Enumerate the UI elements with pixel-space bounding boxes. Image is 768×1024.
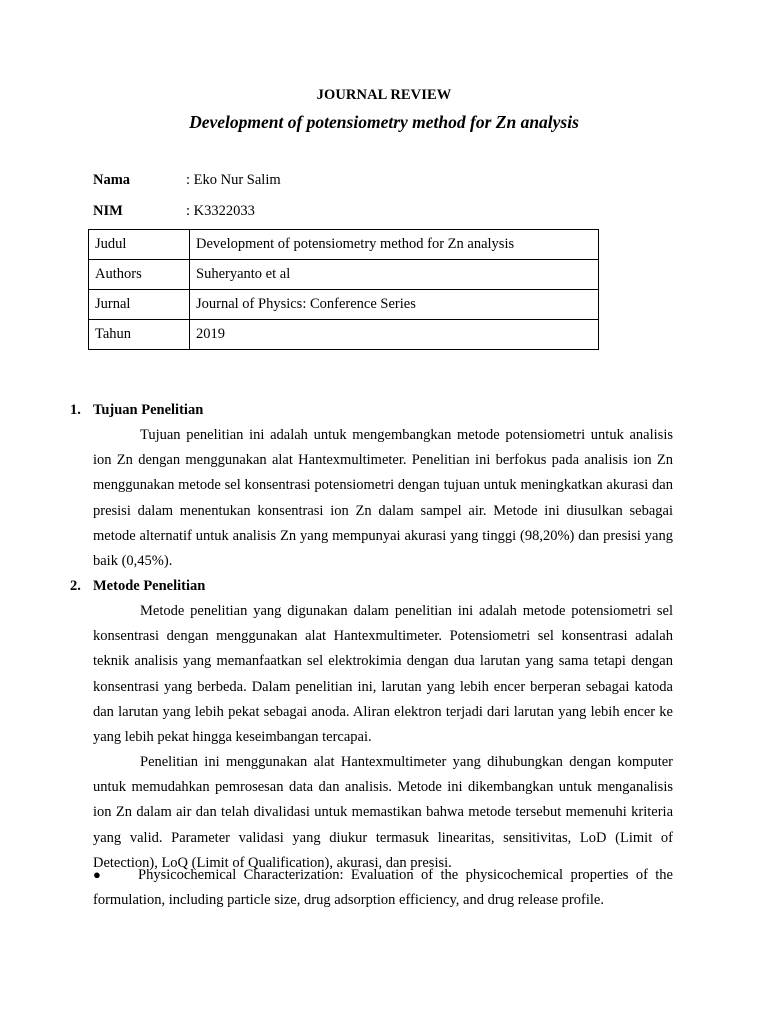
nim-value: : K3322033 [186,203,255,219]
nim-label: NIM [93,203,123,219]
table-value-cell: Journal of Physics: Conference Series [190,290,599,320]
section-title: Metode Penelitian [93,578,206,594]
nama-label: Nama [93,172,131,188]
info-table [88,229,599,350]
table-row [89,290,599,320]
table-row [89,320,599,350]
table-value-cell: 2019 [190,320,599,350]
document-subtitle: Development of potensiometry method for Zn analysis [189,112,579,132]
table-row [89,230,599,260]
section-heading-tujuan [70,402,203,419]
table-label-cell: Authors [89,260,190,290]
section-title: Tujuan Penelitian [93,402,204,418]
bullet-text: Physicochemical Characterization: Evaluation of the physicochemical properties of the formulation, including particle size, drug adsorption efficiency, and drug release profile. [93,867,673,909]
table-label-cell: Judul [89,230,190,260]
table-value-cell: Development of potensiometry method for Zn analysis [190,230,599,260]
meta-nama-row [93,172,281,189]
nama-value: : Eko Nur Salim [186,172,281,188]
bullet-item [93,862,673,913]
document-title: JOURNAL REVIEW [316,87,452,103]
paragraph-tujuan: Tujuan penelitian ini adalah untuk mengembangkan metode potensiometri untuk analisis ion Zn dengan menggunakan alat Hantexmultimeter. Penelitian ini berfokus pada analisis ion Zn menggunakan metode sel konsentrasi potensiometri dengan tujuan untuk meningkatkan akurasi dan presisi dalam menentukan konsentrasi ion Zn dalam sampel air. Metode ini diusulkan sebagai metode alternatif untuk analisis Zn yang mempunyai akurasi yang tinggi (98,20%) dan presisi yang baik (0,45%). [93,427,673,570]
section-number: 2. [70,578,81,594]
paragraph-metode-1: Metode penelitian yang digunakan dalam penelitian ini adalah metode potensiometri sel konsentrasi dengan menggunakan alat Hantexmultimeter. Potensiometri sel konsentrasi adalah teknik analisis yang memanfaatkan sel elektrokimia dengan dua larutan yang sama tetapi dengan konsentrasi yang berbeda. Dalam penelitian ini, larutan yang lebih encer berperan sebagai katoda dan larutan yang lebih pekat sebagai anoda. Aliran elektron terjadi dari larutan yang lebih encer ke yang lebih pekat hingga keseimbangan tercapai. [93,603,673,746]
table-label-cell: Jurnal [89,290,190,320]
table-label-cell: Tahun [89,320,190,350]
table-value-cell: Suheryanto et al [190,260,599,290]
table-row [89,260,599,290]
section-number: 1. [70,402,81,418]
bullet-icon: ● [93,867,101,882]
paragraph-metode-2: Penelitian ini menggunakan alat Hantexmultimeter yang dihubungkan dengan komputer untuk memudahkan pemrosesan data dan analisis. Metode ini dikembangkan untuk menganalisis ion Zn dalam air dan telah divalidasi untuk memastikan bahwa metode tersebut memenuhi kriteria yang valid. Parameter validasi yang diukur termasuk linearitas, sensitivitas, LoD (Limit of Detection), LoQ (Limit of Qualification), akurasi, dan presisi. [93,754,673,871]
meta-nim-row [93,203,255,220]
section-heading-metode [70,578,205,595]
